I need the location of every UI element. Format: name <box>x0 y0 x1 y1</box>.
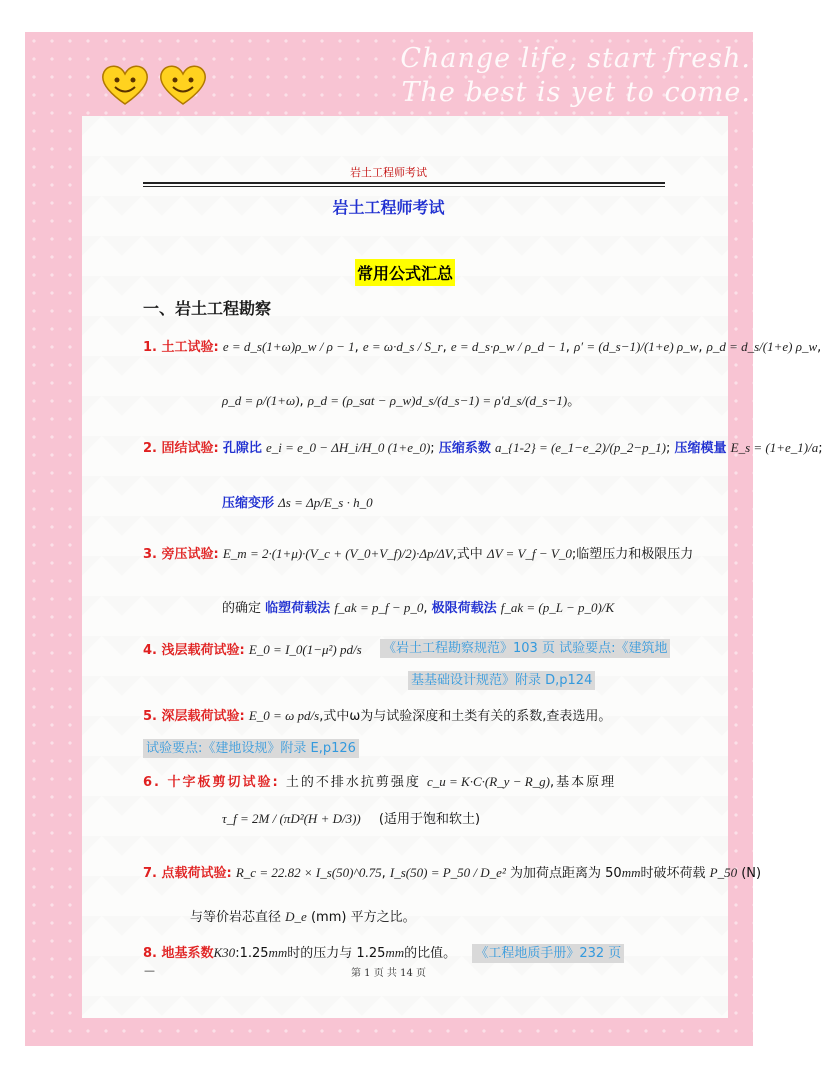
text: 时破坏荷载 <box>640 866 706 881</box>
term: 压缩模量 <box>674 441 727 456</box>
term: 极限荷载法 <box>431 601 497 616</box>
formula: f_ak = p_f − p_0 <box>334 600 424 615</box>
formula: e = ω·d_s / S_r <box>362 339 443 354</box>
text: (N) <box>741 866 762 881</box>
section-heading: 一、岩土工程勘察 <box>143 299 272 318</box>
item-1-label: 1. 土工试验: <box>143 340 219 355</box>
text: ,基本原理 <box>549 775 617 790</box>
item-4-ref-2 <box>408 669 595 688</box>
unit: mm <box>268 945 288 960</box>
item-7-label: 7. 点载荷试验: <box>143 866 232 881</box>
item-4-label: 4. 浅层载荷试验: <box>143 643 245 658</box>
formula: R_c = 22.82 × I_s(50)^0.75 <box>235 865 382 880</box>
formula: f_ak = (p_L − p_0)/K <box>500 600 615 615</box>
page-number: 第 1 页 共 14 页 <box>351 968 426 979</box>
unit: mm <box>385 945 405 960</box>
formula: I_s(50) = P_50 / D_e² <box>389 865 506 880</box>
slogan-line-1: Change life, start fresh. <box>400 43 751 74</box>
text: :1.25 <box>235 946 269 961</box>
formula: ΔV = V_f − V_0 <box>486 546 572 561</box>
text: 时的压力与 1.25 <box>287 946 386 961</box>
formula: K30 <box>213 945 236 960</box>
item-5-line-1 <box>143 705 611 724</box>
text: ,式中ω为与试验深度和土类有关的系数,查表选用。 <box>319 709 612 724</box>
header-rule-thin <box>143 186 665 187</box>
item-6-label: 6. 十字板剪切试验: <box>143 775 280 790</box>
formula: ρ′ = (d_s−1)/(1+e) ρ_w <box>574 339 699 354</box>
item-2-line-1: 2. 固结试验: 孔隙比 e_i = e_0 − ΔH_i/H_0 (1+e_0); 压缩系数 a_{1-2} = (e_1−e_2)/(p_2−p_1); 压缩模量 E_s = (1+e_1)/a; <box>143 440 823 456</box>
reference-link[interactable]: 试验要点:《建地设规》附录 E,p126 <box>143 739 359 758</box>
item-7-line-1: 7. 点载荷试验: R_c = 22.82 × I_s(50)^0.75, I_s(50) = P_50 / D_e² 为加荷点距离为 50mm时破坏荷载 P_50 (N) <box>143 865 762 881</box>
term: 压缩系数 <box>438 441 491 456</box>
formula: c_u = K·C·(R_y − R_g) <box>427 774 550 789</box>
formula: E_0 = ω pd/s <box>248 708 320 723</box>
formula: D_e <box>285 909 307 924</box>
item-2-line-2 <box>222 492 373 511</box>
formula: P_50 <box>709 865 738 880</box>
formula: e_i = e_0 − ΔH_i/H_0 (1+e_0) <box>266 440 431 455</box>
term: 压缩变形 <box>222 496 275 511</box>
text: ,式中 <box>452 547 483 562</box>
text: ;临塑压力和极限压力 <box>571 547 694 562</box>
item-6-line-2 <box>222 808 480 827</box>
page-title: 岩土工程师考试 <box>332 198 445 217</box>
paper-sheet <box>82 116 728 1018</box>
formula: ρ_d = ρ/(1+ω) <box>222 393 300 408</box>
formula: τ_f = 2M / (πD²(H + D/3)) <box>222 811 361 826</box>
item-1-line-2: ρ_d = ρ/(1+ω), ρ_d = (ρ_sat − ρ_w)d_s/(d_s−1) = ρ′d_s/(d_s−1)。 <box>222 393 581 409</box>
formula: ρ_d = (ρ_sat − ρ_w)d_s/(d_s−1) = ρ′d_s/(d_s−1) <box>307 393 568 408</box>
page-subtitle: 常用公式汇总 <box>355 259 455 286</box>
formula: Δs = Δp/E_s · h_0 <box>278 495 373 510</box>
formula: ρ_d = d_s/(1+e) ρ_w <box>706 339 818 354</box>
item-5-label: 5. 深层载荷试验: <box>143 709 245 724</box>
slogan <box>400 42 751 110</box>
formula: e = d_s(1+ω)ρ_w / ρ − 1 <box>222 339 355 354</box>
item-3-line-1 <box>143 543 693 562</box>
reference-link[interactable]: 基基础设计规范》附录 D,p124 <box>408 671 595 690</box>
formula: E_0 = I_0(1−μ²) pd/s <box>248 642 362 657</box>
footer-dash: — <box>144 964 155 977</box>
formula: a_{1-2} = (e_1−e_2)/(p_2−p_1) <box>494 440 666 455</box>
unit: mm <box>621 865 641 880</box>
heart-smiley-icon <box>100 62 150 106</box>
text: 土的不排水抗剪强度 <box>285 775 421 790</box>
item-8-label: 8. 地基系数 <box>143 946 214 961</box>
reference-link[interactable]: 《工程地质手册》232 页 <box>472 944 624 963</box>
item-3-label: 3. 旁压试验: <box>143 547 219 562</box>
text: 的确定 <box>222 601 262 616</box>
formula: E_m = 2·(1+μ)·(V_c + (V_0+V_f)/2)·Δp/ΔV <box>222 546 453 561</box>
text: 的比值。 <box>404 946 457 961</box>
heart-smiley-icon <box>158 62 208 106</box>
item-5-ref <box>143 737 359 756</box>
item-4-line-1 <box>143 639 362 658</box>
text: (适用于饱和软土) <box>378 812 481 827</box>
slogan-line-2: The best is yet to come. <box>401 77 751 108</box>
formula: E_s = (1+e_1)/a <box>730 440 819 455</box>
item-6-line-1 <box>143 771 616 790</box>
item-7-line-2 <box>190 906 416 925</box>
item-8-line-1 <box>143 942 624 961</box>
formula: e = d_s·ρ_w / ρ_d − 1 <box>450 339 566 354</box>
item-1-line-1: 1. 土工试验: e = d_s(1+ω)ρ_w / ρ − 1, e = ω·d_s / S_r, e = d_s·ρ_w / ρ_d − 1, ρ′ = (d_s−1)/(1+e) ρ_w, ρ_d = d_s/(1+e) ρ_w, <box>143 339 822 355</box>
running-header: 岩土工程师考试 <box>350 166 427 179</box>
item-3-line-2: 的确定 临塑荷载法 f_ak = p_f − p_0, 极限荷载法 f_ak = (p_L − p_0)/K <box>222 600 615 616</box>
item-2-label: 2. 固结试验: <box>143 441 219 456</box>
item-4-ref-1 <box>380 637 670 656</box>
term: 孔隙比 <box>222 441 262 456</box>
text: 与等价岩芯直径 <box>190 910 282 925</box>
reference-link[interactable]: 《岩土工程勘察规范》103 页 试验要点:《建筑地 <box>380 639 670 658</box>
header-rule <box>143 182 665 184</box>
text: 为加荷点距离为 50 <box>510 866 622 881</box>
text: (mm) 平方之比。 <box>310 910 416 925</box>
term: 临塑荷载法 <box>265 601 331 616</box>
